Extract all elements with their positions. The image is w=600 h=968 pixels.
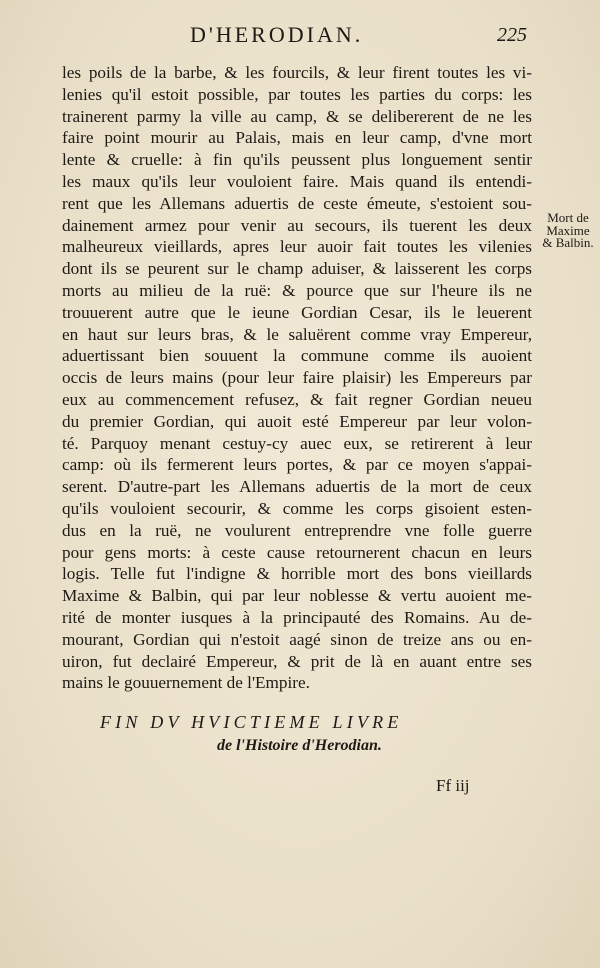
text-line: morts au milieu de la ruë: & pource que sur l'heure ils ne <box>62 280 532 300</box>
text-line: serent. D'autre-part les Allemans aduertis de la mort de ceux <box>62 477 532 497</box>
running-title: D'HERODIAN. <box>190 22 364 47</box>
text-line: les poils de la barbe, & les fourcils, & leur firent toutes les vi- <box>62 63 532 82</box>
signature-mark: Ff iij <box>436 776 470 795</box>
text-line: té. Parquoy menant cestuy-cy auec eux, se retirerent à leur <box>62 433 532 453</box>
text-line: malheureux vieillards, apres leur auoir fait toutes les vilenies <box>62 237 532 257</box>
text-line: les maux qu'ils leur vouloient faire. Mais quand ils entendi- <box>62 171 532 191</box>
text-line: qu'ils vouloient secourir, & comme les corps gisoient esten- <box>62 498 532 518</box>
colophon-subtitle: de l'Histoire d'Herodian. <box>217 737 382 754</box>
text-line: dus en la ruë, ne voulurent entreprendre vne folle guerre <box>62 520 532 540</box>
text-line: rité de monter iusques à la principauté des Romains. Au de- <box>62 607 532 627</box>
text-line: lenies qu'il estoit possible, par toutes les parties du corps: les <box>62 84 532 104</box>
text-line: dainement armez pour venir au secours, ils tuerent les deux <box>62 215 532 235</box>
text-line: uiron, fut declairé Empereur, & prit de là en auant entre ses <box>62 651 532 671</box>
margin-note-line: & Balbin. <box>542 235 594 250</box>
text-line: trainerent parmy la ville au camp, & se delibererent de ne les <box>62 106 532 126</box>
margin-note-line: Maxime <box>546 222 590 238</box>
text-line: rent que les Allemans aduertis de ceste émeute, s'estoient sou- <box>62 193 532 213</box>
text-line: trouuerent autre que le ieune Gordian Cesar, ils le leuerent <box>62 302 532 322</box>
text-line: Maxime & Balbin, qui par leur noblesse & vertu auoient me- <box>62 586 532 606</box>
colophon-title: FIN DV HVICTIEME LIVRE <box>100 712 403 732</box>
text-line: logis. Telle fut l'indigne & horrible mort des bons vieillards <box>62 564 532 584</box>
text-line: mourant, Gordian qui n'estoit aagé sinon de treize ans ou en- <box>62 629 532 649</box>
text-line: aduertissant bien souuent la commune comme ils auoient <box>62 346 532 366</box>
text-line: pour gens morts: à ceste cause retournerent chacun en leurs <box>62 542 532 562</box>
text-line: lente & cruelle: à fin qu'ils peussent plus longuement sentir <box>62 150 532 170</box>
text-line: dont ils se peurent sur le champ aduiser, & laisserent les corps <box>62 259 532 279</box>
margin-note <box>538 212 598 250</box>
page-number: 225 <box>497 24 527 46</box>
margin-note-line: Mort de <box>547 210 589 225</box>
main-text-block <box>62 62 532 694</box>
text-line: camp: où ils fermerent leurs portes, & par ce moyen s'appai- <box>62 455 532 475</box>
text-line: eux au commencement refusez, & fait regner Gordian neueu <box>62 389 532 409</box>
text-line: en haut sur leurs bras, & le saluërent comme vray Empereur, <box>62 324 532 344</box>
text-line: occis de leurs mains (pour leur faire plaisir) les Empereurs par <box>62 368 532 388</box>
text-line: faire point mourir au Palais, mais en leur camp, d'vne mort <box>62 128 532 148</box>
text-line: du premier Gordian, qui auoit esté Empereur par leur volon- <box>62 411 532 431</box>
text-line: mains le gouuernement de l'Empire. <box>62 673 310 693</box>
